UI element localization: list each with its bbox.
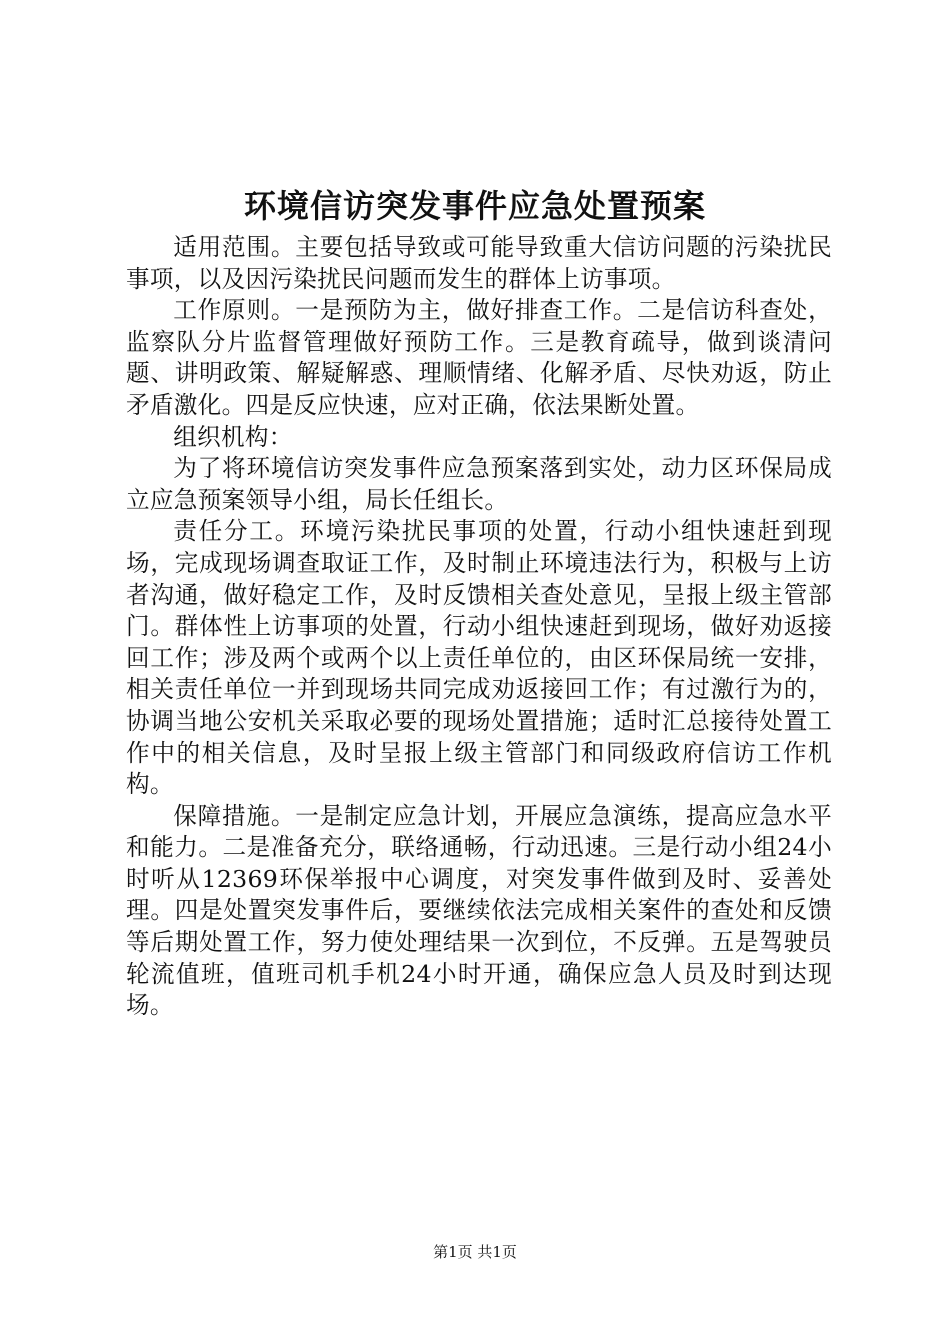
paragraph-organization-heading: 组织机构： — [173, 422, 293, 451]
paragraph-responsibilities: 责任分工。环境污染扰民事项的处置，行动小组快速赶到现场，完成现场调查取证工作，及时制止环境违法行为，积极与上访者沟通，做好稳定工作，及时反馈相关查处意见，呈报上级主管部门。群体性上访事项的处置，行动小组快速赶到现场，做好劝返接回工作；涉及两个或两个以上责任单位的，由区环保局统一安排，相关责任单位一并到现场共同完成劝返接回工作；有过激行为的，协调当地公安机关采取必要的现场处置措施；适时汇总接待处置工作中的相关信息，及时呈报上级主管部门和同级政府信访工作机构。 — [126, 517, 832, 799]
document-title: 环境信访突发事件应急处置预案 — [243, 187, 706, 225]
paragraph-organization: 为了将环境信访突发事件应急预案落到实处，动力区环保局成立应急预案领导小组，局长任组长。 — [126, 454, 832, 514]
paragraph-principles: 工作原则。一是预防为主，做好排查工作。二是信访科查处，监察队分片监督管理做好预防工作。三是教育疏导，做到谈清问题、讲明政策、解疑解惑、理顺情绪、化解矛盾、尽快劝返，防止矛盾激化。四是反应快速，应对正确，依法果断处置。 — [126, 296, 832, 419]
page-footer: 第1页 共1页 — [433, 1243, 517, 1261]
document-body — [126, 232, 832, 1022]
paragraph-safeguards: 保障措施。一是制定应急计划，开展应急演练，提高应急水平和能力。二是准备充分，联络通畅，行动迅速。三是行动小组24小时听从12369环保举报中心调度，对突发事件做到及时、妥善处理。四是处置突发事件后，要继续依法完成相关案件的查处和反馈等后期处置工作，努力使处理结果一次到位，不反弹。五是驾驶员轮流值班，值班司机手机24小时开通，确保应急人员及时到达现场。 — [126, 801, 832, 1020]
paragraph-scope: 适用范围。主要包括导致或可能导致重大信访问题的污染扰民事项，以及因污染扰民问题而发生的群体上访事项。 — [126, 233, 832, 293]
